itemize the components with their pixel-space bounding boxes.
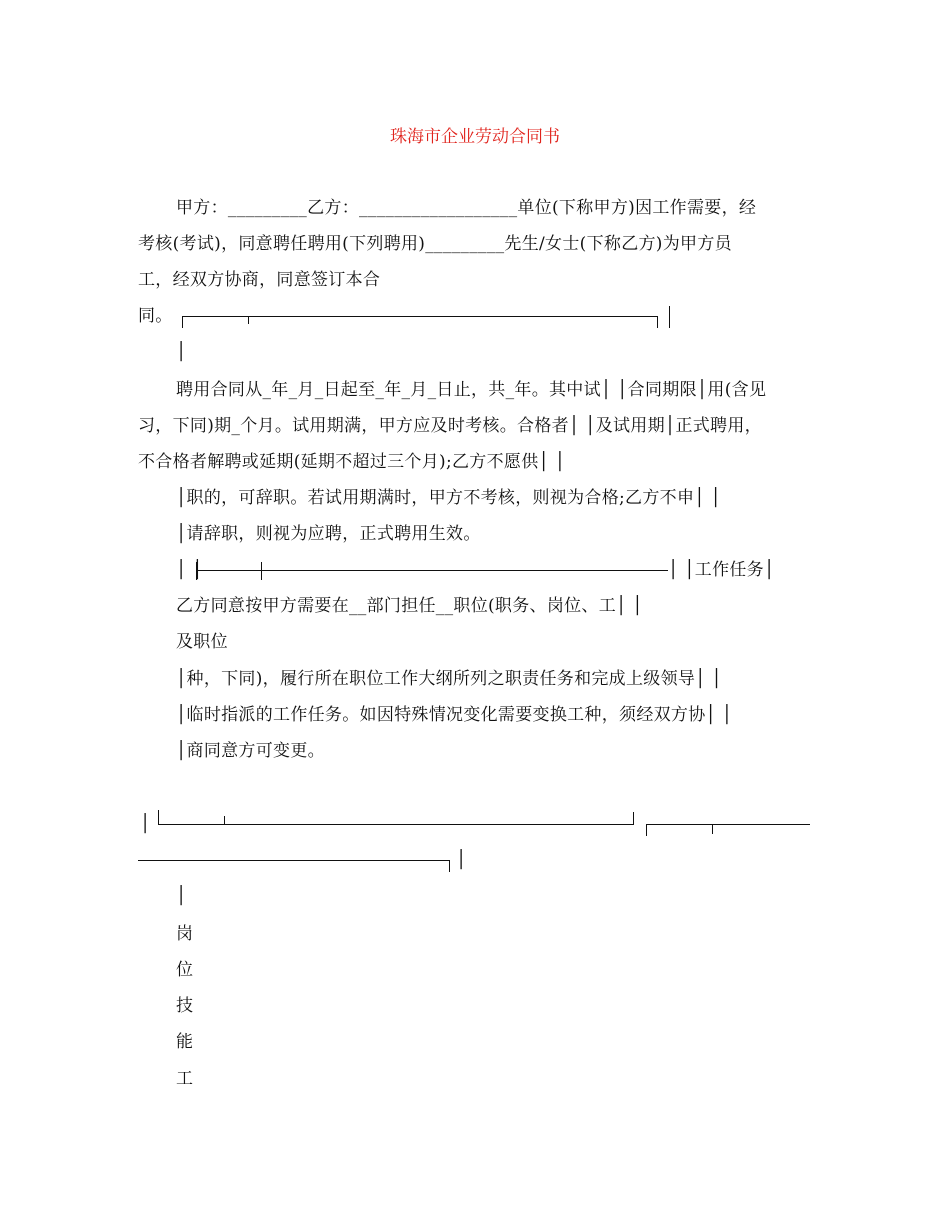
vertical-char: 能 (176, 1032, 194, 1052)
paragraph-line: 不合格者解聘或延期(延期不超过三个月);乙方不愿供│ │ (138, 452, 566, 472)
paragraph-line: │临时指派的工作任务。如因特殊情况变化需要变换工种，须经双方协│ │ (176, 705, 733, 725)
table-border (633, 812, 634, 824)
paragraph-line: 甲方：_________乙方：__________________单位(下称甲方)因工作需要，经 (176, 198, 757, 218)
table-line: │ (456, 850, 467, 870)
table-line: │ (140, 814, 151, 834)
paragraph-line: 乙方同意按甲方需要在__部门担任__职位(职务、岗位、工│ │ (176, 596, 643, 616)
document-title: 珠海市企业劳动合同书 (390, 127, 560, 147)
table-border (196, 570, 668, 571)
table-border (158, 824, 634, 825)
vertical-char: 工 (176, 1069, 194, 1089)
table-border (224, 816, 225, 824)
table-border (712, 824, 713, 834)
vertical-char: 技 (176, 996, 194, 1016)
table-border (449, 860, 450, 872)
paragraph-line: 同。 (138, 306, 173, 326)
table-line: │ │ (176, 560, 203, 580)
table-border (669, 306, 670, 328)
paragraph-line: 及职位 (176, 632, 228, 652)
table-border (158, 810, 159, 824)
paragraph-line: │种，下同)，履行所在职位工作大纲所列之职责任务和完成上级领导│ │ (176, 669, 722, 689)
paragraph-line: 聘用合同从_年_月_日起至_年_月_日止，共_年。其中试│ │合同期限│用(含见 (176, 380, 767, 400)
table-line: │ (176, 342, 187, 362)
table-border (196, 562, 197, 580)
table-line: │ │工作任务│ (668, 560, 775, 580)
paragraph-line: │请辞职，则视为应聘，正式聘用生效。 (176, 524, 481, 544)
paragraph-line: │商同意方可变更。 (176, 741, 325, 761)
table-border (248, 316, 249, 324)
table-border (182, 316, 183, 328)
paragraph-line: │职的，可辞职。若试用期满时，甲方不考核，则视为合格;乙方不申│ │ (176, 488, 722, 508)
vertical-char: 位 (176, 960, 194, 980)
table-border (646, 824, 647, 836)
table-line: │ (176, 886, 187, 906)
table-border (182, 316, 658, 317)
paragraph-line: 考核(考试)，同意聘任聘用(下列聘用)_________先生/女士(下称乙方)为甲方员 (138, 234, 732, 254)
table-border (657, 316, 658, 328)
table-border (138, 860, 450, 861)
paragraph-line: 习，下同)期_个月。试用期满，甲方应及时考核。合格者│ │及试用期│正式聘用， (138, 416, 762, 436)
vertical-char: 岗 (176, 924, 194, 944)
paragraph-line: 工，经双方协商，同意签订本合 (138, 270, 381, 290)
table-border (646, 824, 810, 825)
table-border (261, 562, 262, 580)
